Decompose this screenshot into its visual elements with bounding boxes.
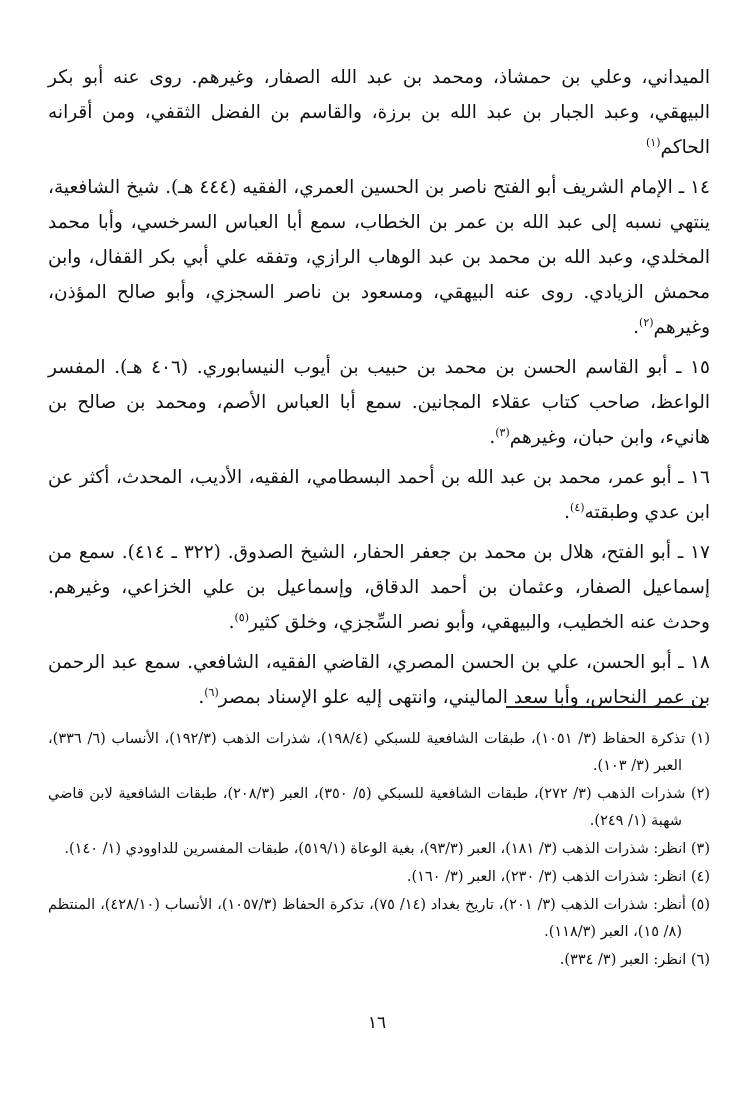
footnote-2: (٢) شذرات الذهب (٣/ ٢٧٢)، طبقات الشافعية للسبكي (٥/ ٣٥٠)، العبر (٢٠٨/٣)، طبقات الشافعية لابن قاضي شهبة (١/ ٢٤٩). [48, 786, 711, 829]
paragraph-tail: . [564, 502, 571, 523]
footnote-3: (٣) انظر: شذرات الذهب (٣/ ١٨١)، العبر (٩٣/٣)، بغية الوعاة (٥١٩/١)، طبقات المفسرين للداوودي (١/ ١٤٠). [64, 841, 710, 857]
paragraph-text: الميداني، وعلي بن حمشاذ، ومحمد بن عبد الله الصفار، وغيرهم. روى عنه أبو بكر البيهقي، وعبد الجبار بن عبد الله بن برزة، والقاسم بن الفضل الثقفي، ومن أقرانه الحاكم [48, 67, 710, 158]
footnote-6: (٦) انظر: العبر (٣/ ٣٣٤). [559, 952, 710, 968]
entry-16 [48, 460, 710, 530]
paragraph-text: ١٨ ـ أبو الحسن، علي بن الحسن المصري، القاضي الفقيه، الشافعي. سمع عبد الرحمن بن عمر النحاس، وأبا سعد الماليني، وانتهى إليه علو الإسناد بمصر [48, 652, 710, 708]
paragraph-tail: . [489, 427, 496, 448]
entry-14 [48, 170, 710, 345]
page-number: ١٦ [367, 1013, 387, 1033]
footnote-ref[interactable]: (٥) [234, 610, 249, 624]
footnote-separator [506, 706, 706, 708]
footnote-5: (٥) أنظر: شذرات الذهب (٣/ ٢٠١)، تاريخ بغداد (١٤/ ٧٥)، تذكرة الحفاظ (١٠٥٧/٣)، الأنساب (٤٢٨/١٠)، المنتظم (٨/ ١٥)، العبر (١١٨/٣). [48, 897, 710, 940]
footnote-ref[interactable]: (٣) [495, 425, 510, 439]
entry-17 [48, 535, 710, 640]
entry-18 [48, 645, 710, 715]
entry-15 [48, 350, 710, 455]
paragraph-tail: . [633, 317, 640, 338]
paragraph-continuation [48, 60, 710, 165]
paragraph-text: ١٥ ـ أبو القاسم الحسن بن محمد بن حبيب بن أيوب النيسابوري. (٤٠٦ هـ). المفسر الواعظ، صاحب كتاب عقلاء المجانين. سمع أبا العباس الأصم، ومحمد بن صالح بن هانيء، وابن حبان، وغيرهم [48, 357, 710, 448]
footnote-ref[interactable]: (٦) [204, 685, 219, 699]
footnote-ref[interactable]: (٢) [639, 315, 654, 329]
main-text [48, 60, 710, 720]
footnote-1: (١) تذكرة الحفاظ (٣/ ١٠٥١)، طبقات الشافعية للسبكي (١٩٨/٤)، شذرات الذهب (١٩٢/٣)، الأنساب (٦/ ٣٣٦)، العبر (٣/ ١٠٣). [48, 731, 711, 774]
paragraph-tail: . [228, 612, 235, 633]
footnote-4: (٤) انظر: شذرات الذهب (٣/ ٢٣٠)، العبر (٣/ ١٦٠). [406, 869, 710, 885]
footnotes [48, 726, 710, 975]
paragraph-text: ١٤ ـ الإمام الشريف أبو الفتح ناصر بن الحسين العمري، الفقيه (٤٤٤ هـ). شيخ الشافعية، ينتهي نسبه إلى عبد الله بن عمر بن الخطاب، سمع أبا العباس السرخسي، وأبا محمد المخلدي، وعبد الله بن محمد بن عبد الوهاب الرازي، وتفقه علي أبي بكر القفال، وابن محمش الزيادي. روى عنه البيهقي، ومسعود بن ناصر السجزي، وأبو صالح المؤذن، وغيرهم [48, 177, 710, 338]
paragraph-text: ١٧ ـ أبو الفتح، هلال بن محمد بن جعفر الحفار، الشيخ الصدوق. (٣٢٢ ـ ٤١٤). سمع من إسماعيل الصفار، وعثمان بن أحمد الدقاق، وإسماعيل بن علي الخزاعي، وغيرهم. وحدث عنه الخطيب، والبيهقي، وأبو نصر السِّجزي، وخلق كثير [48, 542, 710, 633]
footnote-ref[interactable]: (٤) [570, 500, 585, 514]
paragraph-text: ١٦ ـ أبو عمر، محمد بن عبد الله بن أحمد البسطامي، الفقيه، الأديب، المحدث، أكثر عن ابن عدي وطبقته [48, 467, 710, 523]
paragraph-tail: . [198, 687, 205, 708]
footnote-ref[interactable]: (١) [646, 135, 661, 149]
